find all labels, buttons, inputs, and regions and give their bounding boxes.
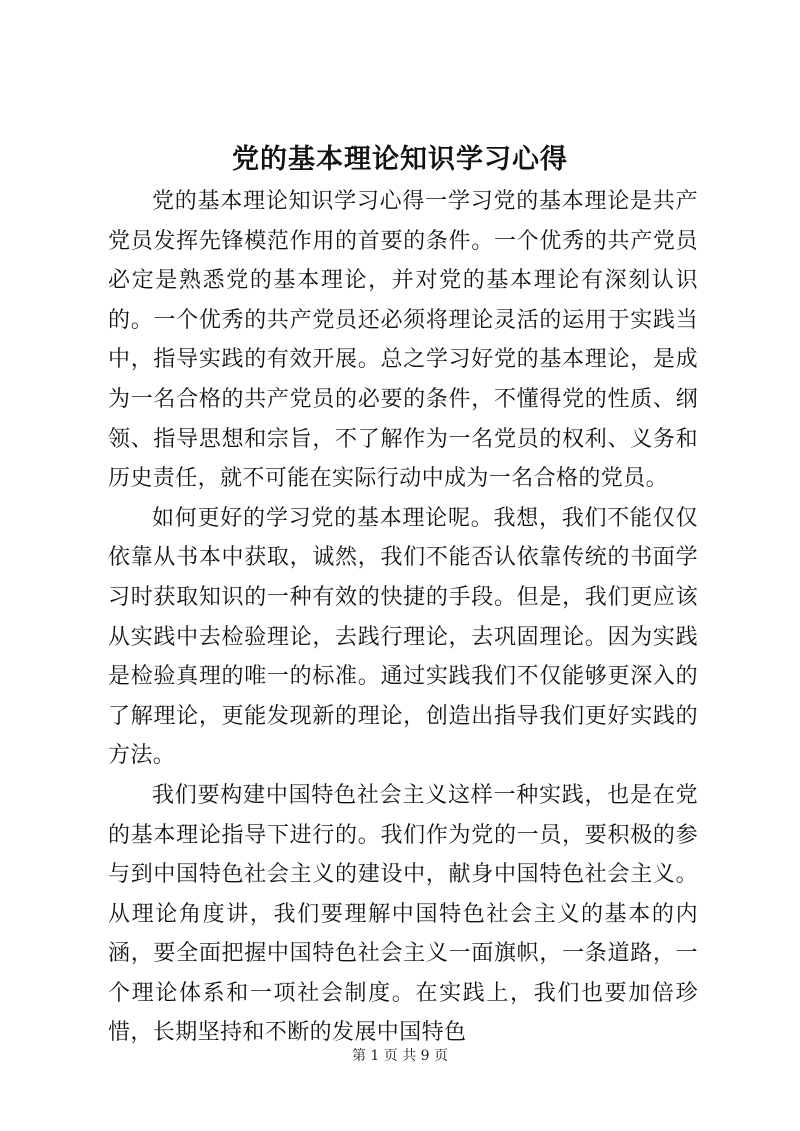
document-title: 党的基本理论知识学习心得 [232, 144, 568, 175]
paragraph-1: 党的基本理论知识学习心得一学习党的基本理论是共产党员发挥先锋模范作用的首要的条件。一个优秀的共产党员必定是熟悉党的基本理论，并对党的基本理论有深刻认识的。一个优秀的共产党员还必须将理论灵活的运用于实践当中，指导实践的有效开展。总之学习好党的基本理论，是成为一名合格的共产党员的必要的条件，不懂得党的性质、纲领、指导思想和宗旨，不了解作为一名党员的权利、义务和历史责任，就不可能在实际行动中成为一名合格的党员。 [108, 189, 698, 492]
page-footer: 第 1 页 共 9 页 [351, 1048, 449, 1064]
document-body [108, 182, 698, 1053]
paragraph-2: 如何更好的学习党的基本理论呢。我想，我们不能仅仅依靠从书本中获取，诚然，我们不能否认依靠传统的书面学习时获取知识的一种有效的快捷的手段。但是，我们更应该从实践中去检验理论，去践行理论，去巩固理论。因为实践是检验真理的唯一的标准。通过实践我们不仅能够更深入的了解理论，更能发现新的理论，创造出指导我们更好实践的方法。 [108, 505, 698, 769]
paragraph-3: 我们要构建中国特色社会主义这样一种实践，也是在党的基本理论指导下进行的。我们作为党的一员，要积极的参与到中国特色社会主义的建设中，献身中国特色社会主义。从理论角度讲，我们要理解中国特色社会主义的基本的内涵，要全面把握中国特色社会主义一面旗帜，一条道路，一个理论体系和一项社会制度。在实践上，我们也要加倍珍惜，长期坚持和不断的发展中国特色 [108, 782, 698, 1046]
